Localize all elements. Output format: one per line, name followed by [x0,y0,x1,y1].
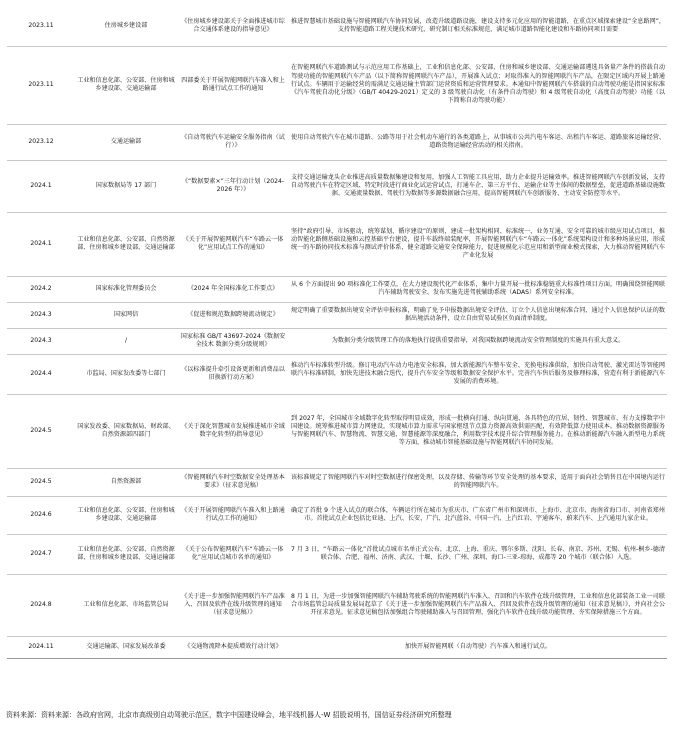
table-body [7,6,667,658]
department-cell: 国家网信 [75,302,177,328]
table-row [7,276,667,302]
content-cell: 8 月 1 日，为进一步加强智能网联汽车辅助驾驶系统的智能网联汽车准入、召回和汽车软件在线升级管理，工业和信息化部装备工业一司联合市场监管总局质量发展局起草了《关于进一步加强智能网联汽车产品准入、召回及软件在线升级管理的通知（征求意见稿）》，并向社会公开征求意见。征求意见稿包括加强组合驾驶辅助准入与召回管理、强化汽车软件在线升级功能管理、夯实保障措施三个方面。 [289,574,667,636]
date-cell: 2023.11 [7,46,75,124]
department-cell: 工业和信息化部、公安部、住房和城乡建设部、交通运输部 [75,496,177,534]
date-cell: 2024.1 [7,160,75,212]
department-cell: 工业和信息化部、公安部、住房和城乡建设部、交通运输部 [75,46,177,124]
table-row [7,574,667,636]
content-cell: 使用自动驾驶汽车在城市道路、公路等用于社会机动车通行的各类道路上，从事城市公共汽电车客运、出租汽车客运、道路旅客运输经营、道路货物运输经营活动的相关指南。 [289,124,667,160]
content-cell: 在智能网联汽车道路测试与示范应用工作基础上，工业和信息化部、公安部、住房和城乡建设部、交通运输部遴选具备量产条件的搭载自动驾驶功能的智能网联汽车产品（以下简称智能网联汽车产品），开展准入试点；对取得准入的智能网联汽车产品，在限定区域内开展上路通行试点。车辆用于运输经营的需满足交通运输主管部门运营资质和运营管理要求。本通知中智能网联汽车搭载的自动驾驶功能是指国家标准《汽车驾驶自动化分级》（GB/T 40429-2021）定义的 3 级驾驶自动化（有条件自动驾驶）和 4 级驾驶自动化（高度自动驾驶）功能（以下简称自动驾驶功能） [289,46,667,124]
department-cell: 交通运输部 [75,124,177,160]
department-cell: 住房城乡建设部 [75,6,177,46]
date-cell: 2024.7 [7,534,75,574]
content-cell: 推进智慧城市基础设施与智能网联汽车协同发展，改造升级道路设施，建设支持多元化应用的智能道路，在重点区域探索建设“全息路网”，支持智能道路工程关键技术研究，研究制订相关标准规范，满足城市道路智能化建设和车路协同项目需要 [289,6,667,46]
document-cell: 《智能网联汽车时空数据安全处理基本要求》（征求意见稿） [177,468,289,496]
content-cell: 该标准规定了智能网联汽车对时空数据进行保密处理，以及存储、传输等环节安全处理的基本要求，适用于面向社会销售且在中国境内运行的智能网联汽车。 [289,468,667,496]
document-cell: 《住房城乡建设部关于全面推进城市综合交通体系建设的指导意见》 [177,6,289,46]
document-cell: 《自动驾驶汽车运输安全服务指南（试行）》 [177,124,289,160]
date-cell: 2024.2 [7,276,75,302]
date-cell: 2023.11 [7,6,75,46]
department-cell: 国家发改委、国家数据局、财政部、自然资源部四部门 [75,394,177,468]
content-cell: 为数据分类分级管理工作的落地执行提供重要指导，对我国数据跨境流动安全管理制度的实施具有重大意义。 [289,328,667,354]
document-cell: 《关于开展智能网联汽车准入和上路通行试点工作的通知》 [177,496,289,534]
document-cell: 《关于公布智能网联汽车“车路云一体化”应用试点城市名单的通知》 [177,534,289,574]
content-cell: 坚持“政府引导、市场驱动，统筹谋划、循序建设”的原则，建成一批架构相同、标准统一、业务互通、安全可靠的城市级应用试点项目，推动智能化路侧基础设施和云控基础平台建设，提升车载终端装配率，开展智能网联汽车“车路云一体化”系统架构设计和多种场景应用，形成统一的车路协同技术标准与测试评价体系，健全道路交通安全保障能力，促进规模化示范应用和新型商业模式探索，大力推动智能网联汽车产业化发展 [289,212,667,276]
department-cell: 国家数据局等 17 部门 [75,160,177,212]
table-row [7,328,667,354]
content-cell: 从 6 个方面提出 90 项标准化工作要点，在大力建设现代化产业体系，集中力量开展一批标准稳链重大标准性项目方面，明确围绕智能网联汽车辅助驾驶安全、发布实施先进驾驶辅助系统（ADAS）系列安全标准。 [289,276,667,302]
table-row [7,302,667,328]
table-row [7,160,667,212]
department-cell: 工业和信息化部、公安部、自然资源部、住房和城乡建设部、交通运输部 [75,534,177,574]
date-cell: 2024.5 [7,468,75,496]
content-cell: 推动汽车标准转型升级。修订电动汽车动力电池安全标准，加大新能源汽车整车安全、充换电标准供给，加快自动驾驶、激光雷达等智能网联汽车标准研制，加快先进技术融合迭代，提升汽车安全等级和数据安全保护水平。完善汽车售后服务及修理标准，营造有利于新能源汽车发展的消费环境。 [289,354,667,394]
table-row [7,496,667,534]
date-cell: 2024.3 [7,302,75,328]
department-cell: 工业和信息化部、公安部、自然资源部、住房和城乡建设部、交通运输部 [75,212,177,276]
table-row [7,636,667,658]
department-cell: 市监局、国家发改委等七部门 [75,354,177,394]
date-cell: 2024.11 [7,636,75,658]
table-row [7,468,667,496]
document-cell: 《“数据要素×”三年行动计划（2024-2026 年）》 [177,160,289,212]
department-cell: 自然资源部 [75,468,177,496]
department-cell: / [75,328,177,354]
source-note: 资料来源：资料来源：各政府官网，北京市高级别自动驾驶示范区，数字中国建设峰会，地平线机器人-W 招股说明书，国信证券经济研究所整理 [6,711,452,719]
date-cell: 2024.5 [7,394,75,468]
department-cell: 交通运输部、国家发展改革委 [75,636,177,658]
content-cell: 支持交通运输龙头企业推进高质量数据集建设和复用，加强人工智能工具应用，助力企业提升运输效率。推进智能网联汽车创新发展，支持自动驾驶汽车在特定区域、特定时段进行商业化试运营试点，打通车企、第三方平台、运输企业等主体间的数据壁垒，促进道路基础设施数据、交通流量数据、驾驶行为数据等多源数据融合应用，提高智能网联汽车创新服务、主动安全防控等水平。 [289,160,667,212]
date-cell: 2024.3 [7,328,75,354]
document-cell: 《关于进一步加强智能网联汽车产品准入、召回及软件在线升级管理的通知（征求意见稿）》 [177,574,289,636]
department-cell: 国家标准化管理委员会 [75,276,177,302]
table-row [7,354,667,394]
date-cell: 2024.6 [7,496,75,534]
policy-table [7,6,667,659]
document-cell: 四部委关于开展智能网联汽车准入和上路通行试点工作的通知 [177,46,289,124]
date-cell: 2024.1 [7,212,75,276]
document-cell: 国家标准 GB/T 43697-2024《数据安全技术 数据分类分级规则》 [177,328,289,354]
content-cell: 7 月 3 日，“车路云一体化”首批试点城市名单正式公布，北京、上海、重庆、鄂尔多斯、沈阳、长春、南京、苏州、无锡、杭州-桐乡-德清联合体、合肥、福州、济南、武汉、十堰、长沙、广州、深圳、海口-三亚-琼海、成都等 20 个城市（联合体）入选。 [289,534,667,574]
table-row [7,394,667,468]
content-cell: 加快开展智能网联（自动驾驶）汽车准入和通行试点。 [289,636,667,658]
table-row [7,46,667,124]
content-cell: 到 2027 年，全国城市全域数字化转型取得明显成效，形成一批横向打通、纵向贯通、各具特色的宜居、韧性、智慧城市，有力支撑数字中国建设。统筹推进城市算力网建设，实现城市算力需求与国家枢纽节点算力资源高效供需匹配，有效降低算力使用成本。推动数据资源服务与智能网联汽车、智慧物流、智慧交通、智慧能源等深度融合，利用数字技术提升综合管理服务能力。在推动新能源汽车融入新型电力系统等方面，推动城市智能基础设施与智能网联汽车协同发展。 [289,394,667,468]
date-cell: 2024.8 [7,574,75,636]
department-cell: 工业和信息化部、市场监管总局 [75,574,177,636]
document-cell: 《关于深化智慧城市发展推进城市全域数字化转型的指导意见》 [177,394,289,468]
content-cell: 规定明确了重要数据出境安全评估申报标准，明确了免予申报数据出境安全评估、订立个人信息出境标准合同、通过个人信息保护认证的数据出境活动条件，设立自由贸易试验区负面清单制度。 [289,302,667,328]
table-row [7,6,667,46]
table-row [7,534,667,574]
table-row [7,212,667,276]
document-cell: 《促进和规范数据跨境流动规定》 [177,302,289,328]
table-row [7,124,667,160]
document-cell: 《2024 年全国标准化工作要点》 [177,276,289,302]
document-cell: 《关于开展智能网联汽车“车路云一体化”应用试点工作的通知》 [177,212,289,276]
content-cell: 确定了首批 9 个进入试点的联合体，车辆运行所在城市为重庆市、广东省广州市和深圳市、上海市、北京市、海南省海口市、河南省郑州市。首批试点企业包括比亚迪、上汽、长安、广汽、北汽蓝谷、中国一汽、上汽红岩、宇通客车、蔚来汽车、上汽通用九家企业。 [289,496,667,534]
document-cell: 《以标准提升牵引设备更新和消费品以旧换新行动方案》 [177,354,289,394]
date-cell: 2024.4 [7,354,75,394]
document-cell: 《交通物流降本提质增效行动计划》 [177,636,289,658]
date-cell: 2023.12 [7,124,75,160]
